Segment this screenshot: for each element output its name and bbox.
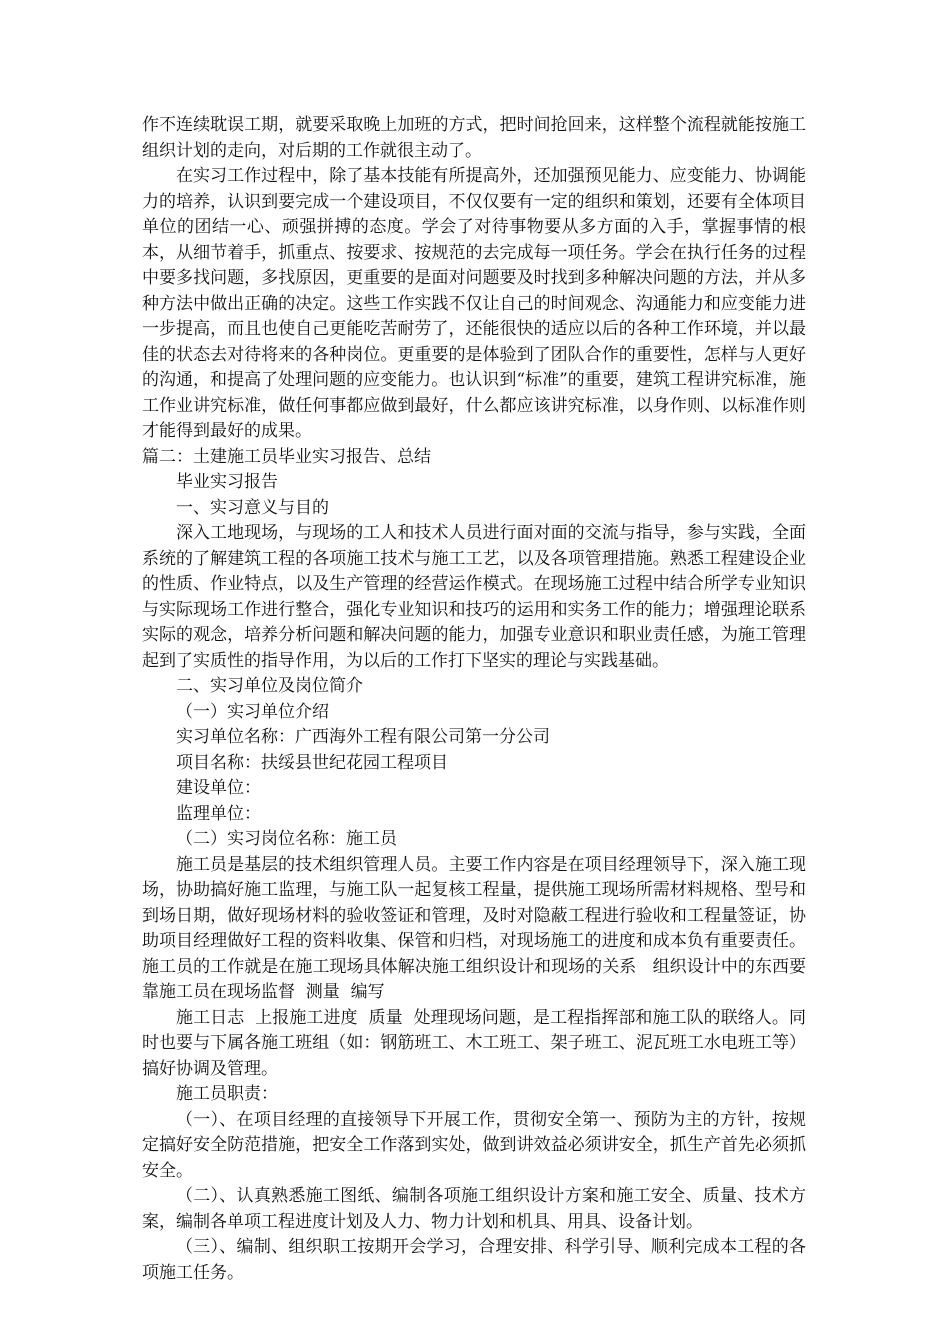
subsection-heading: 施工员职责： [176, 1084, 278, 1104]
duty-item: （一）、在项目经理的直接领导下开展工作，贯彻安全第一、预防为主的方针，按规定搞好安全防范措施，把安全工作落到实处，做到讲效益必须讲安全，抓生产首先必须抓安全。 [142, 1109, 806, 1181]
duty-item: （三）、编制、组织职工按期开会学习，合理安排、科学引导、顺利完成本工程的各项施工任务。 [142, 1237, 806, 1283]
info-line: 监理单位： [176, 803, 261, 824]
report-title: 毕业实习报告 [176, 472, 278, 492]
paragraph: 施工日志 上报施工进度 质量 处理现场问题，是工程指挥部和施工队的联络人。同时也要与下属各施工班组（如：钢筋班工、木工班工、架子班工、泥瓦班工水电班工等）搞好协调及管理。 [142, 1007, 806, 1079]
document-body [142, 113, 806, 1286]
subsection-heading: （二）实习岗位名称：施工员 [176, 829, 397, 849]
paragraph: 作不连续耽误工期，就要采取晚上加班的方式，把时间抢回来，这样整个流程就能按施工组织计划的走向，对后期的工作就很主动了。 [142, 115, 806, 161]
paragraph: 在实习工作过程中，除了基本技能有所提高外，还加强预见能力、应变能力、协调能力的培养，认识到要完成一个建设项目，不仅仅要有一定的组织和策划，还要有全体项目单位的团结一心、顽强拼搏的态度。学会了对待事物要从多方面的入手，掌握事情的根本，从细节着手，抓重点、按要求、按规范的去完成每一项任务。学会在执行任务的过程中要多找问题，多找原因，更重要的是面对问题要及时找到多种解决问题的方法，并从多种方法中做出正确的决定。这些工作实践不仅让自己的时间观念、沟通能力和应变能力进一步提高，而且也使自己更能吃苦耐劳了，还能很快的适应以后的各种工作环境，并以最佳的状态去对待将来的各种岗位。更重要的是体验到了团队合作的重要性，怎样与人更好的沟通，和提高了处理问题的应变能力。也认识到“标准”的重要，建筑工程讲究标准，施工作业讲究标准，做任何事都应做到最好，什么都应该讲究标准，以身作则、以标准作则才能得到最好的成果。 [142, 166, 806, 441]
section-heading: 一、实习意义与目的 [176, 497, 329, 518]
section-heading: 二、实习单位及岗位简介 [176, 676, 363, 696]
paragraph: 施工员是基层的技术组织管理人员。主要工作内容是在项目经理领导下，深入施工现场，协助搞好施工监理，与施工队一起复核工程量，提供施工现场所需材料规格、型号和到场日期，做好现场材料的验收签证和管理，及时对隐蔽工程进行验收和工程量签证，协助项目经理做好工程的资料收集、保管和归档，对现场施工的进度和成本负有重要责任。施工员的工作就是在施工现场具体解决施工组织设计和现场的关系 组织设计中的东西要靠施工员在现场监督 测量 编写 [142, 854, 806, 1002]
info-line: 实习单位名称：广西海外工程有限公司第一分公司 [176, 727, 550, 747]
paragraph: 深入工地现场，与现场的工人和技术人员进行面对面的交流与指导，参与实践，全面系统的了解建筑工程的各项施工技术与施工工艺，以及各项管理措施。熟悉工程建设企业的性质、作业特点，以及生产管理的经营运作模式。在现场施工过程中结合所学专业知识与实际现场工作进行整合，强化专业知识和技巧的运用和实务工作的能力；增强理论联系实际的观念，培养分析问题和解决问题的能力，加强专业意识和职业责任感，为施工管理起到了实质性的指导作用，为以后的工作打下坚实的理论与实践基础。 [142, 523, 806, 671]
subsection-heading: （一）实习单位介绍 [176, 701, 329, 722]
section-heading: 篇二：土建施工员毕业实习报告、总结 [142, 446, 431, 467]
duty-item: （二）、认真熟悉施工图纸、编制各项施工组织设计方案和施工安全、质量、技术方案，编制各单项工程进度计划及人力、物力计划和机具、用具、设备计划。 [142, 1186, 806, 1232]
info-line: 项目名称：扶绥县世纪花园工程项目 [176, 752, 448, 773]
info-line: 建设单位： [176, 778, 261, 798]
